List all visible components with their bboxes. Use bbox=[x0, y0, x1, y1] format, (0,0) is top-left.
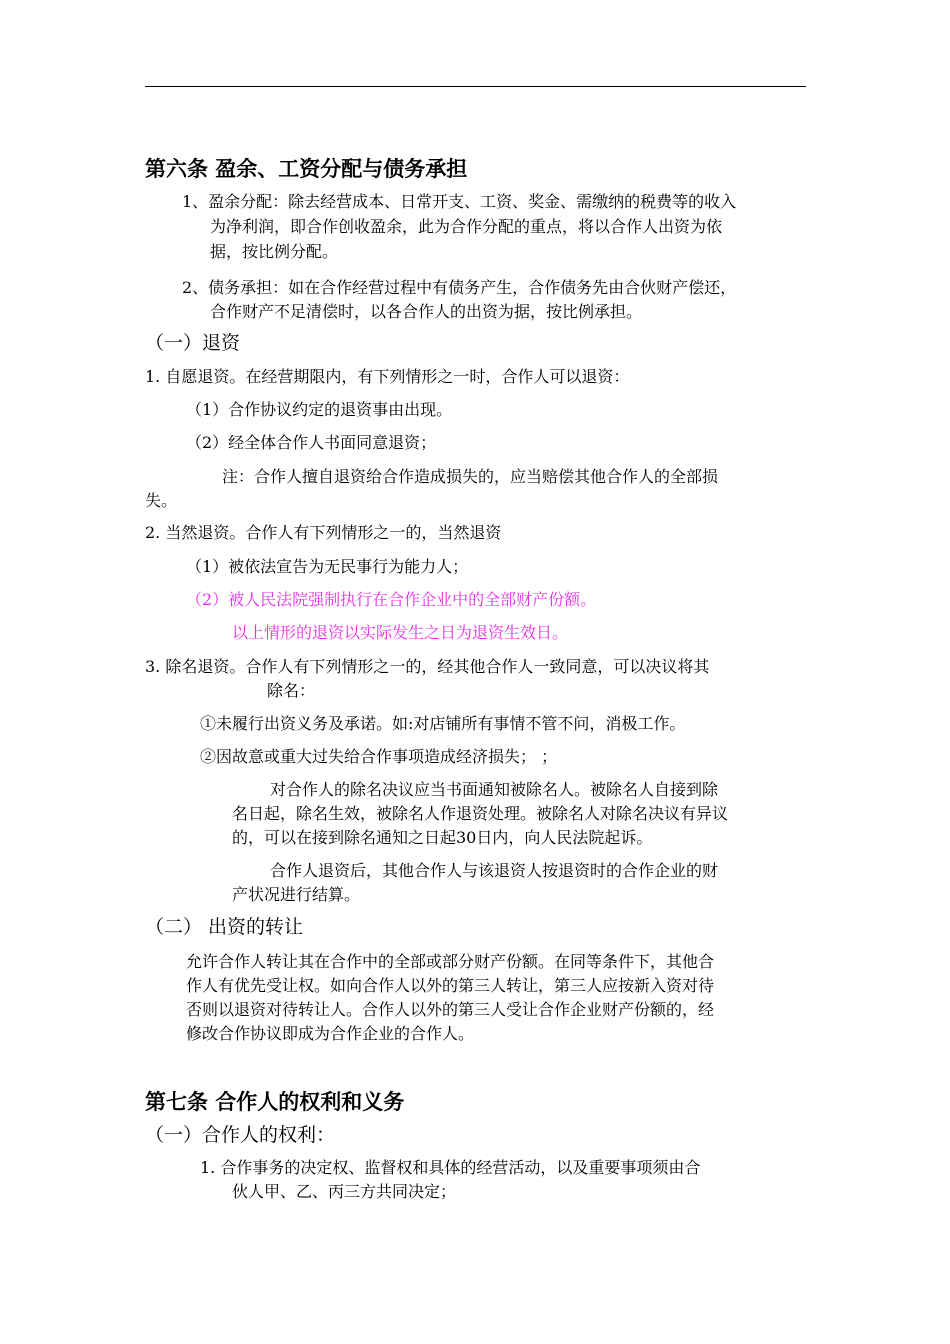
voluntary-note-line2: 失。 bbox=[145, 491, 178, 510]
section-transfer-heading: （二） 出资的转让 bbox=[145, 916, 304, 938]
article6-item1-line2: 为净利润，即合作创收盈余，此为合作分配的重点，将以合作人出资为依 bbox=[210, 217, 723, 236]
article7-title: 第七条 合作人的权利和义务 bbox=[145, 1089, 405, 1114]
header-rule bbox=[145, 86, 806, 87]
transfer-line4: 修改合作协议即成为合作企业的合作人。 bbox=[186, 1024, 475, 1043]
settlement-line2: 产状况进行结算。 bbox=[232, 885, 361, 904]
expulsion-withdrawal-line1: 3. 除名退资。合作人有下列情形之一的，经其他合作人一致同意，可以决议将其 bbox=[145, 657, 710, 676]
rights-item1-line1: 1. 合作事务的决定权、监督权和具体的经营活动，以及重要事项须由合 bbox=[200, 1158, 701, 1177]
expulsion-notice-line2: 名日起，除名生效，被除名人作退资处理。被除名人对除名决议有异议 bbox=[232, 804, 729, 823]
natural-effective-date: 以上情形的退资以实际发生之日为退资生效日。 bbox=[232, 623, 569, 642]
expulsion-withdrawal-line2: 除名： bbox=[267, 681, 316, 700]
voluntary-case-1: （1）合作协议约定的退资事由出现。 bbox=[186, 400, 453, 419]
voluntary-withdrawal: 1. 自愿退资。在经营期限内，有下列情形之一时，合作人可以退资： bbox=[145, 367, 630, 386]
voluntary-case-2: （2）经全体合作人书面同意退资； bbox=[186, 433, 437, 452]
expulsion-notice-line1: 对合作人的除名决议应当书面通知被除名人。被除名人自接到除 bbox=[270, 780, 719, 799]
article6-item2-line1: 2、债务承担：如在合作经营过程中有债务产生，合作债务先由合伙财产偿还， bbox=[182, 278, 737, 297]
expulsion-case-2: ②因故意或重大过失给合作事项造成经济损失； ； bbox=[200, 747, 558, 766]
transfer-line2: 作人有优先受让权。如向合作人以外的第三人转让，第三人应按新入资对待 bbox=[186, 976, 715, 995]
transfer-line3: 否则以退资对待转让人。合作人以外的第三人受让合作企业财产份额的，经 bbox=[186, 1000, 715, 1019]
natural-case-2: （2）被人民法院强制执行在合作企业中的全部财产份额。 bbox=[186, 590, 597, 609]
natural-withdrawal: 2. 当然退资。合作人有下列情形之一的，当然退资 bbox=[145, 523, 502, 542]
article6-item2-line2: 合作财产不足清偿时，以各合作人的出资为据，按比例承担。 bbox=[210, 302, 643, 321]
expulsion-case-1: ①未履行出资义务及承诺。如:对店铺所有事情不管不问，消极工作。 bbox=[200, 714, 686, 733]
voluntary-note-line1: 注：合作人擅自退资给合作造成损失的，应当赔偿其他合作人的全部损 bbox=[222, 467, 719, 486]
natural-case-1: （1）被依法宣告为无民事行为能力人； bbox=[186, 557, 469, 576]
article6-item1-line3: 据，按比例分配。 bbox=[210, 242, 339, 261]
expulsion-notice-line3: 的，可以在接到除名通知之日起30日内，向人民法院起诉。 bbox=[232, 828, 653, 847]
rights-item1-line2: 伙人甲、乙、丙三方共同决定； bbox=[232, 1182, 457, 1201]
transfer-line1: 允许合作人转让其在合作中的全部或部分财产份额。在同等条件下，其他合 bbox=[186, 952, 715, 971]
section-withdrawal-heading: （一）退资 bbox=[145, 332, 241, 354]
article6-title: 第六条 盈余、工资分配与债务承担 bbox=[145, 156, 468, 181]
article6-item1-line1: 1、盈余分配：除去经营成本、日常开支、工资、奖金、需缴纳的税费等的收入 bbox=[182, 192, 737, 211]
section-rights-heading: （一）合作人的权利： bbox=[145, 1124, 336, 1146]
settlement-line1: 合作人退资后，其他合作人与该退资人按退资时的合作企业的财 bbox=[270, 861, 719, 880]
